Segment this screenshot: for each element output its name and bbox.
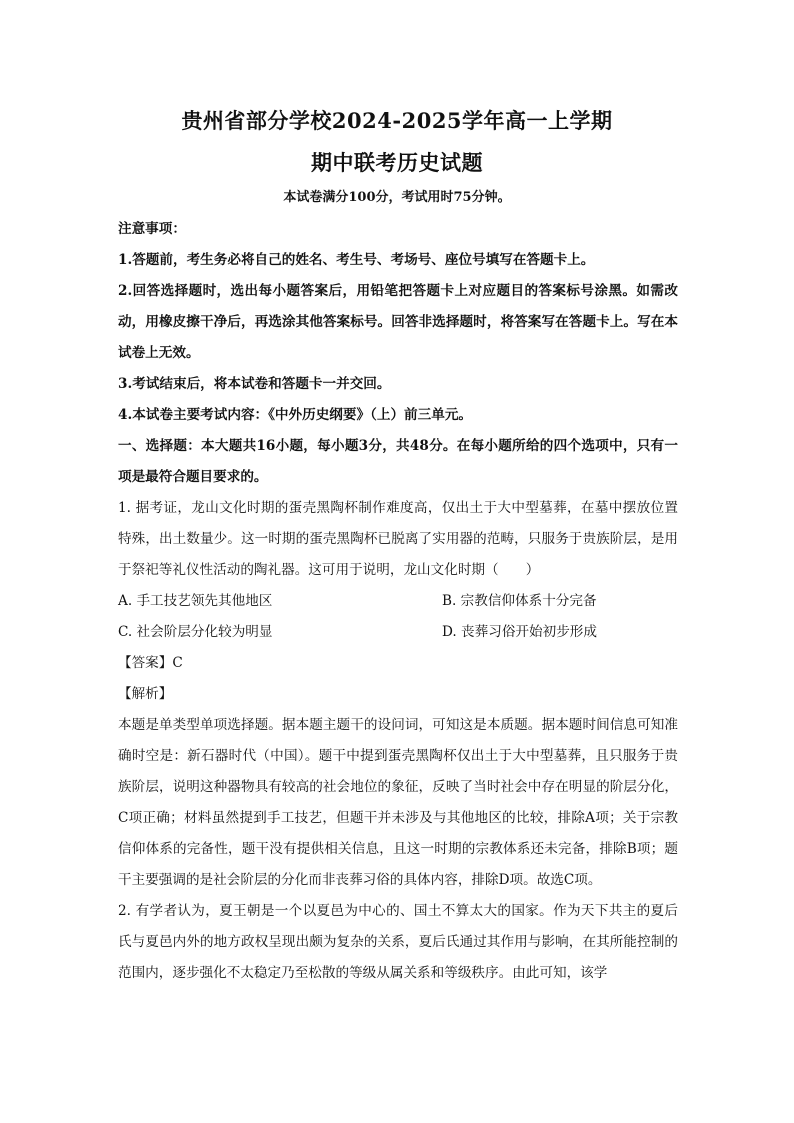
notice-item-3: 3.考试结束后，将本试卷和答题卡一并交回。 xyxy=(118,376,391,392)
section1-heading: 一、选择题：本大题共16小题，每小题3分，共48分。在每小题所给的四个选项中，只有一项是最符合题目要求的。 xyxy=(118,438,678,485)
exam-title-line2: 期中联考历史试题 xyxy=(311,150,483,175)
question-1-stem: 1. 据考证，龙山文化时期的蛋壳黑陶杯制作难度高，仅出土于大中型墓葬，在墓中摆放位置特殊，出土数量少。这一时期的蛋壳黑陶杯已脱离了实用器的范畴，只服务于贵族阶层，是用于祭祀等礼仪性活动的陶礼器。这可用于说明，龙山文化时期（ ） xyxy=(118,500,678,578)
question-2-stem: 2. 有学者认为，夏王朝是一个以夏邑为中心的、国土不算太大的国家。作为天下共主的夏后氏与夏邑内外的地方政权呈现出颇为复杂的关系，夏后氏通过其作用与影响，在其所能控制的范围内，逐步强化不太稳定乃至松散的等级从属关系和等级秩序。由此可知，该学 xyxy=(118,903,678,981)
question-1-analysis: 本题是单类型单项选择题。据本题主题干的设问词，可知这是本质题。据本题时间信息可知准确时空是：新石器时代（中国）。题干中提到蛋壳黑陶杯仅出土于大中型墓葬，且只服务于贵族阶层，说明这种器物具有较高的社会地位的象征，反映了当时社会中存在明显的阶层分化，C项正确；材料虽然提到手工技艺，但题干并未涉及与其他地区的比较，排除A项；关于宗教信仰体系的完备性，题干没有提供相关信息，且这一时期的宗教体系还未完备，排除B项；题干主要强调的是社会阶层的分化而非丧葬习俗的具体内容，排除D项。故选C项。 xyxy=(118,717,678,888)
notice-item-2: 2.回答选择题时，选出每小题答案后，用铅笔把答题卡上对应题目的答案标号涂黑。如需改动，用橡皮擦干净后，再选涂其他答案标号。回答非选择题时，将答案写在答题卡上。写在本试卷上无效。 xyxy=(118,283,678,361)
question-1-options-row2 xyxy=(118,617,678,648)
question-1-options-row1 xyxy=(118,586,678,617)
notice-heading: 注意事项： xyxy=(118,221,186,237)
question-1-option-d: D. 丧葬习俗开始初步形成 xyxy=(442,624,597,640)
question-1-option-b: B. 宗教信仰体系十分完备 xyxy=(442,593,597,609)
notice-item-4: 4.本试卷主要考试内容：《中外历史纲要》（上）前三单元。 xyxy=(118,407,473,423)
question-1-option-a: A. 手工技艺领先其他地区 xyxy=(118,593,273,609)
notice-item-1: 1.答题前，考生务必将自己的姓名、考生号、考场号、座位号填写在答题卡上。 xyxy=(118,252,595,268)
exam-content xyxy=(118,214,678,989)
question-1-analysis-label: 【解析】 xyxy=(118,686,173,702)
exam-subtitle: 本试卷满分100分，考试用时75分钟。 xyxy=(283,190,511,205)
question-1-option-c: C. 社会阶层分化较为明显 xyxy=(118,624,273,640)
exam-title-line1: 贵州省部分学校2024-2025学年高一上学期 xyxy=(181,108,613,133)
question-1-answer: 【答案】C xyxy=(118,655,183,671)
